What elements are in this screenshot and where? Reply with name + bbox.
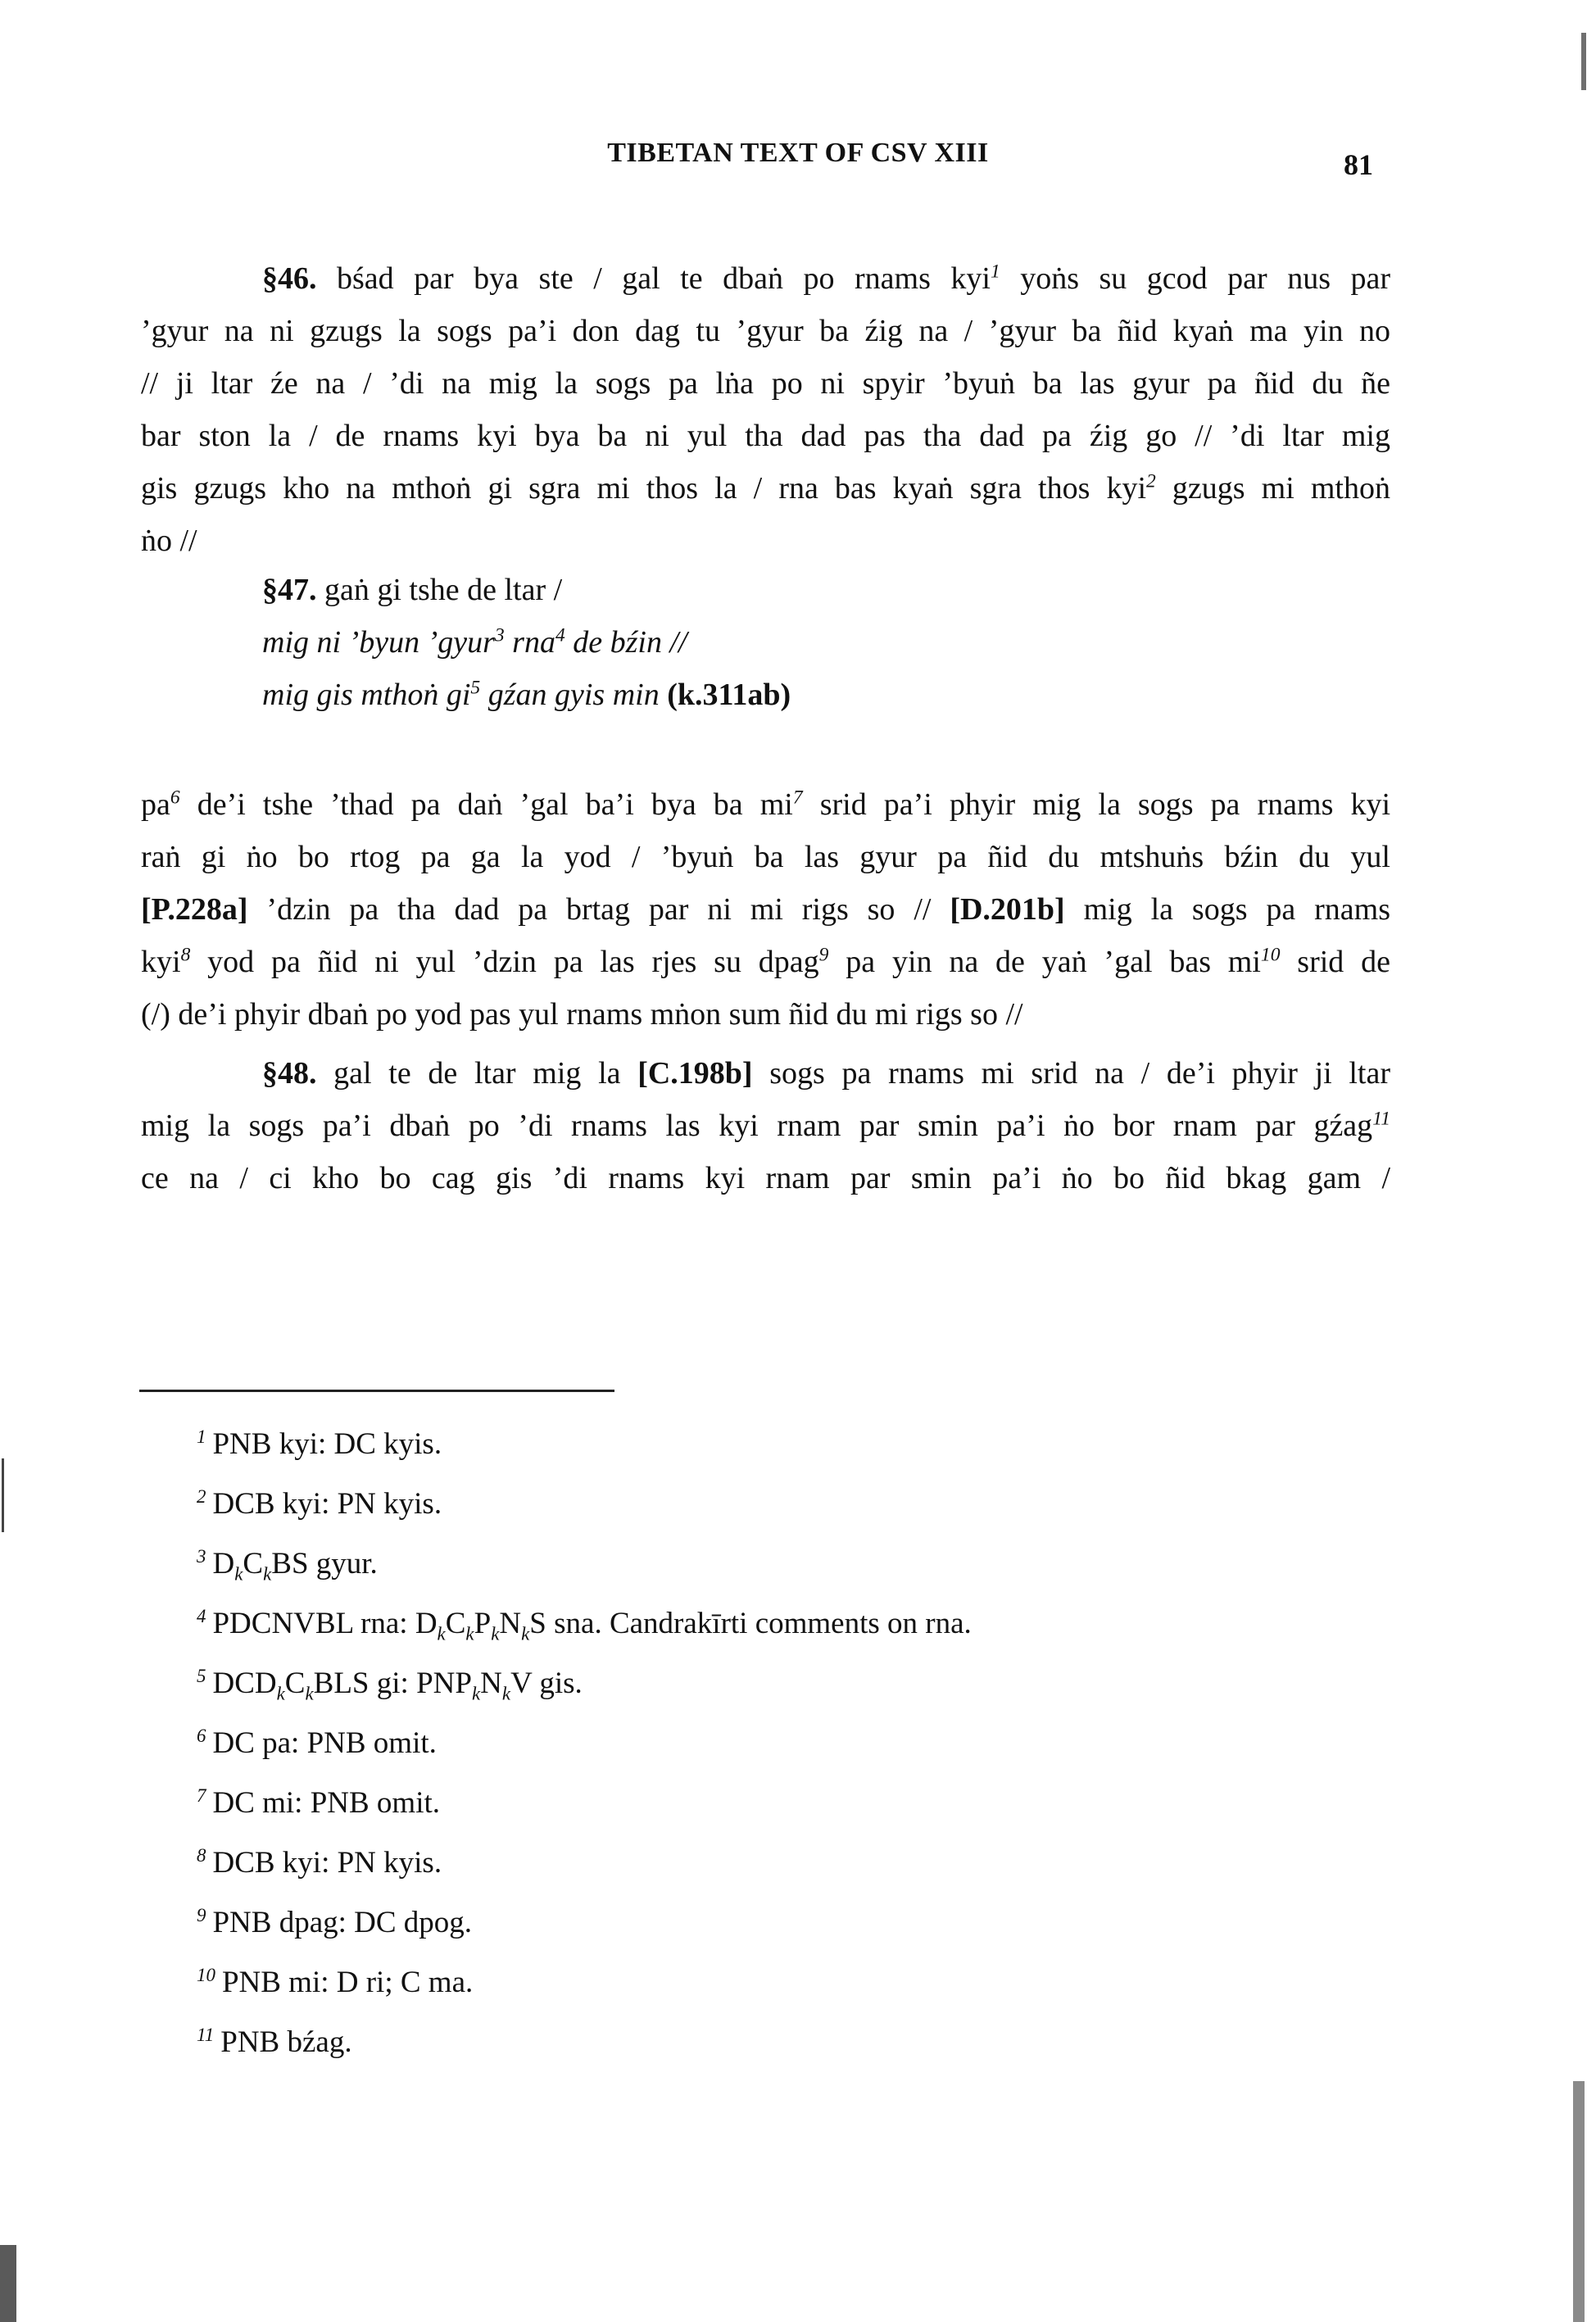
footnote-ref[interactable]: 2 [1146, 470, 1156, 492]
commentary-line-5: (/) de’i phyir dbaṅ po yod pas yul rnams mṅon sum ñid du mi rigs so // [141, 997, 1023, 1032]
verse-line-1: mig ni ’byun ’gyur$^3$ rna$^4$ de bźin // [262, 624, 687, 660]
section-46-line-4: bar ston la / de rnams kyi bya ba ni yul tha dad pas tha dad pa źig go // ’di ltar mig [141, 419, 1390, 453]
footnote-ref[interactable]: 1 [990, 261, 1000, 283]
footnote-separator [139, 1390, 614, 1392]
footnote-11: $^{11}$ PNB bźag. [197, 2024, 352, 2059]
footnote-ref[interactable]: 11 [1372, 1108, 1390, 1130]
folio-reference: [C.198b] [637, 1056, 753, 1091]
commentary [141, 778, 1390, 1041]
footnote-ref[interactable]: 3 [494, 624, 505, 646]
footnote-10: $^{10}$ PNB mi: D ri; C ma. [197, 1964, 474, 1999]
commentary-line-4: kyi$^8$ yod pa ñid ni yul ’dzin pa las rjes su dpag$^9$ pa yin na de yaṅ ’gal bas $mi^{10}$ srid de [141, 944, 1390, 979]
running-header: TIBETAN TEXT OF CSV XIII [607, 138, 989, 168]
footnote-9: $^9$ PNB dpag: DC dpog. [197, 1904, 473, 1939]
footnote-ref[interactable]: 10 [1260, 944, 1281, 966]
footnote-8: $^8$ DCB kyi: PN kyis. [197, 1844, 442, 1880]
section-46-line-6: ṅo // [141, 524, 197, 558]
folio-reference: [D.201b] [950, 892, 1065, 927]
section-48-line-3: ce na / ci kho bo cag gis ’di rnams kyi rnam par smin pa’i ṅo bo ñid bkag gam / [141, 1161, 1390, 1195]
section-47-intro: §47. gaṅ gi tshe de ltar / [262, 573, 563, 607]
footnote-ref[interactable]: 4 [555, 624, 565, 646]
section-46-line-1: §46. bśad par bya ste / gal te dbaṅ po rnams kyi$^1$ yoṅs su gcod par nus par [262, 261, 1391, 296]
footnote-ref[interactable]: 6 [170, 787, 180, 809]
footnote-7: $^7$ DC mi: PNB omit. [197, 1785, 441, 1820]
scan-edge-mark [2, 1458, 4, 1532]
page-number: 81 [1344, 148, 1373, 181]
footnote-ref[interactable]: 7 [792, 787, 803, 809]
section-46-line-3: // ji ltar źe na / ’di na mig la sogs pa lṅa po ni spyir ’byuṅ ba las gyur pa ñid du ñe [141, 366, 1390, 401]
folio-reference: [P.228a] [141, 892, 248, 927]
verse-reference: (k.311ab) [667, 678, 791, 712]
section-46 [141, 252, 1390, 567]
section-marker: §47. [262, 573, 317, 607]
verse-line-2: mig gis mthoṅ $gi^5$ gźan gyis min (k.311ab) [262, 677, 791, 712]
section-46-line-2: ’gyur na ni gzugs la sogs pa’i don dag tu ’gyur ba źig na / ’gyur ba ñid kyaṅ ma yin no [141, 314, 1390, 348]
section-47 [141, 564, 1390, 721]
scan-edge-mark [1581, 33, 1586, 90]
footnote-4: $^4$ PDCNVBL rna: $D_kC_kP_kN_kS$ sna. Candrakīrti comments on rna. [197, 1605, 972, 1644]
scan-edge-mark [1573, 2081, 1585, 2322]
section-48-line-2: mig la sogs pa’i dbaṅ po ’di rnams las kyi rnam par smin pa’i ṅo bor rnam par gźag$^{11}$ [141, 1108, 1390, 1143]
footnote-2: $^2$ DCB kyi: PN kyis. [197, 1485, 442, 1521]
commentary-line-3: [P.228a] ’dzin pa tha dad pa brtag par ni mi rigs so // [D.201b] mig la sogs pa rnams [141, 892, 1390, 927]
section-48 [141, 1047, 1390, 1204]
footnote-6: $^6$ DC pa: PNB omit. [197, 1725, 437, 1760]
footnote-5: $^5$ $DCD_kC_kBLS$ gi: $PNP_kN_kV$ gis. [197, 1665, 583, 1704]
footnote-3: $^3$ $D_kC_kBS$ gyur. [197, 1545, 378, 1585]
section-marker: §48. [262, 1056, 317, 1091]
footnote-1: $^1$ PNB kyi: DC kyis. [197, 1426, 442, 1461]
footnote-ref[interactable]: 5 [470, 677, 481, 699]
footnote-ref[interactable]: 8 [180, 944, 191, 966]
scan-edge-mark [0, 2245, 16, 2322]
section-marker: §46. [262, 261, 317, 296]
section-46-line-5: gis gzugs kho na mthoṅ gi sgra mi thos la / rna bas kyaṅ sgra thos kyi$^2$ gzugs mi mthoṅ [141, 470, 1390, 506]
commentary-line-1: $pa^6$ de’i tshe ’thad pa daṅ ’gal ba’i bya ba $mi^7$ srid pa’i phyir mig la sogs pa rnams kyi [141, 787, 1391, 822]
footnote-ref[interactable]: 9 [818, 944, 829, 966]
section-48-line-1: §48. gal te de ltar mig la [C.198b] sogs pa rnams mi srid na / de’i phyir ji ltar [262, 1056, 1391, 1091]
commentary-line-2: raṅ gi ṅo bo rtog pa ga la yod / ’byuṅ ba las gyur pa ñid du mtshuṅs bźin du yul [141, 840, 1390, 874]
footnotes [197, 1414, 972, 2072]
